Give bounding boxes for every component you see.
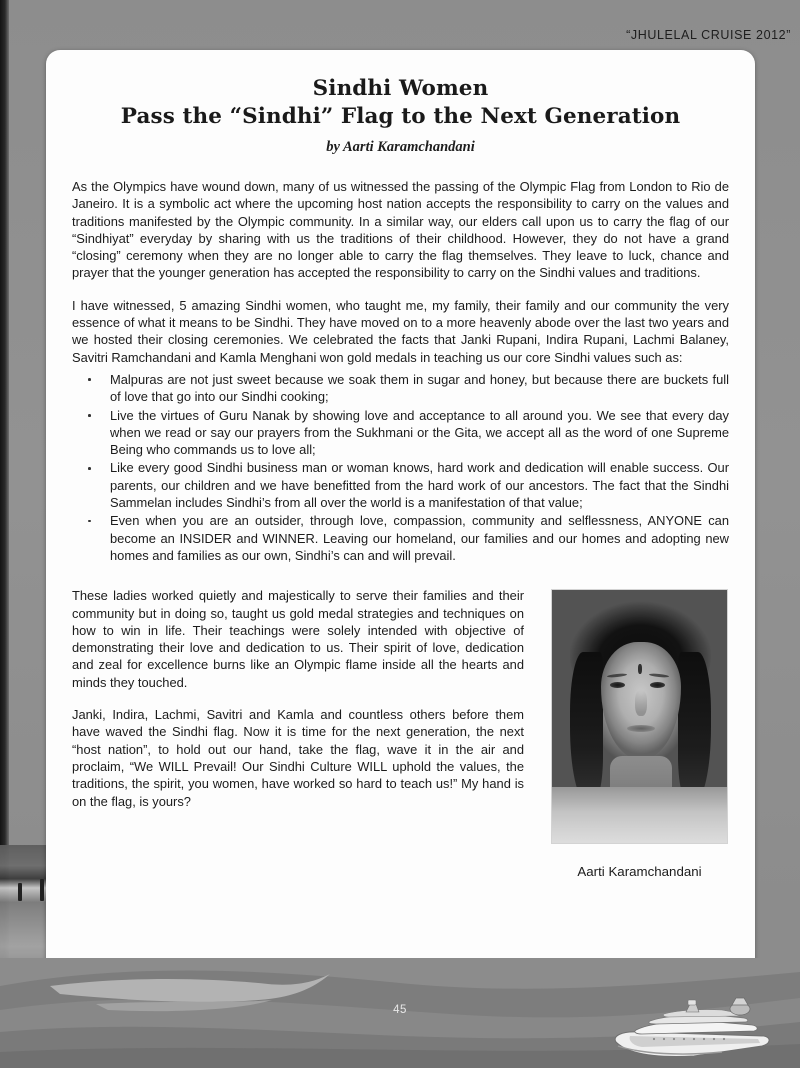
portrait-bindi [638,664,642,674]
list-item: Malpuras are not just sweet because we soak them in sugar and honey, but because there are buckets full of love that go into our Sindhi cooking; [72,371,729,406]
portrait-shoulders [552,787,728,843]
list-item: Even when you are an outsider, through love, compassion, community and selflessness, ANYONE can become an INSIDER and WINNER. Leaving our homeland, our families and our homes and adopting new homes and families as our own, Sindhi’s can and will prevail. [72,512,729,564]
portrait-hair-right [678,652,711,802]
portrait-photo [551,589,728,844]
article-card [46,50,755,971]
paragraph: These ladies worked quietly and majestically to serve their families and their community but in doing so, taught us gold medal strategies and techniques on how to win in life. Their teachings were solely intended with objective of demonstrating their love and dedication to us. Their spirit of love, dedication and zeal for excellence burns like an Olympic flame inside all the hearts and minds they touched. [72,588,524,690]
page-title [72,75,729,131]
closing-text-column [72,587,524,879]
list-item: Live the virtues of Guru Nanak by showing love and acceptance to all around you. We see that every day when we read or say our prayers from the Sukhmani or the Gita, we accept all as the word of one Supreme Being who commands us to love all; [72,407,729,459]
running-head: “JHULELAL CRUISE 2012” [626,28,791,42]
author-photo-column [546,587,733,879]
list-item: Like every good Sindhi business man or woman knows, hard work and dedication will enable success. Our parents, our children and we have benefitted from the hard work of our ancestors. The fact that the Sindhi Sammelan includes Sindhi’s from all over the world is a manifestation of that value; [72,459,729,511]
title-line-1: Sindhi Women [312,76,489,101]
closing-section [72,587,729,879]
title-line-2: Pass the “Sindhi” Flag to the Next Generation [120,104,681,129]
paragraph: As the Olympics have wound down, many of us witnessed the passing of the Olympic Flag from London to Rio de Janeiro. It is a symbolic act where the upcoming host nation accepts the responsibility to carry on the values and traditions manifested by the Olympic community. In a similar way, our elders call upon us to carry the flag of our “Sindhiyat” everyday by sharing with us the traditions of their childhood. However, they do not have a grand “closing” ceremony when they are no longer able to carry the flag themselves. They leave to luck, chance and prayer that the younger generation has accepted the responsibility to carry on the Sindhi values and traditions. [72,179,729,281]
photo-caption: Aarti Karamchandani [577,864,702,880]
cruise-ship-illustration [602,992,782,1064]
byline: by Aarti Karamchandani [326,139,475,155]
page-number: 45 [393,1004,407,1016]
paragraph: I have witnessed, 5 amazing Sindhi women, who taught me, my family, their family and our community the very essence of what it means to be Sindhi. They have moved on to a more heavenly abode over the last two years and we hosted their closing ceremonies. We celebrated the facts that Janki Rupani, Indira Rupani, Lachmi Balaney, Savitri Ramchandani and Kamla Menghani won gold medals in teaching us our core Sindhi values such as: [72,297,729,365]
article-body [46,50,755,879]
portrait-hair-left [570,652,603,802]
intro-paragraphs [72,178,729,366]
values-list [72,371,729,564]
portrait-nose [635,690,647,716]
paragraph: Janki, Indira, Lachmi, Savitri and Kamla and countless others before them have waved the Sindhi flag. Now it is time for the next generation, the next “host nation”, to hold out our hand, take the flag, wave it in the air and proclaim, “We WILL Prevail! Our Sindhi Culture WILL uphold the values, the traditions, the spirit, you women, have worked so hard to teach us!” My hand is on the flag, is yours? [72,707,524,809]
